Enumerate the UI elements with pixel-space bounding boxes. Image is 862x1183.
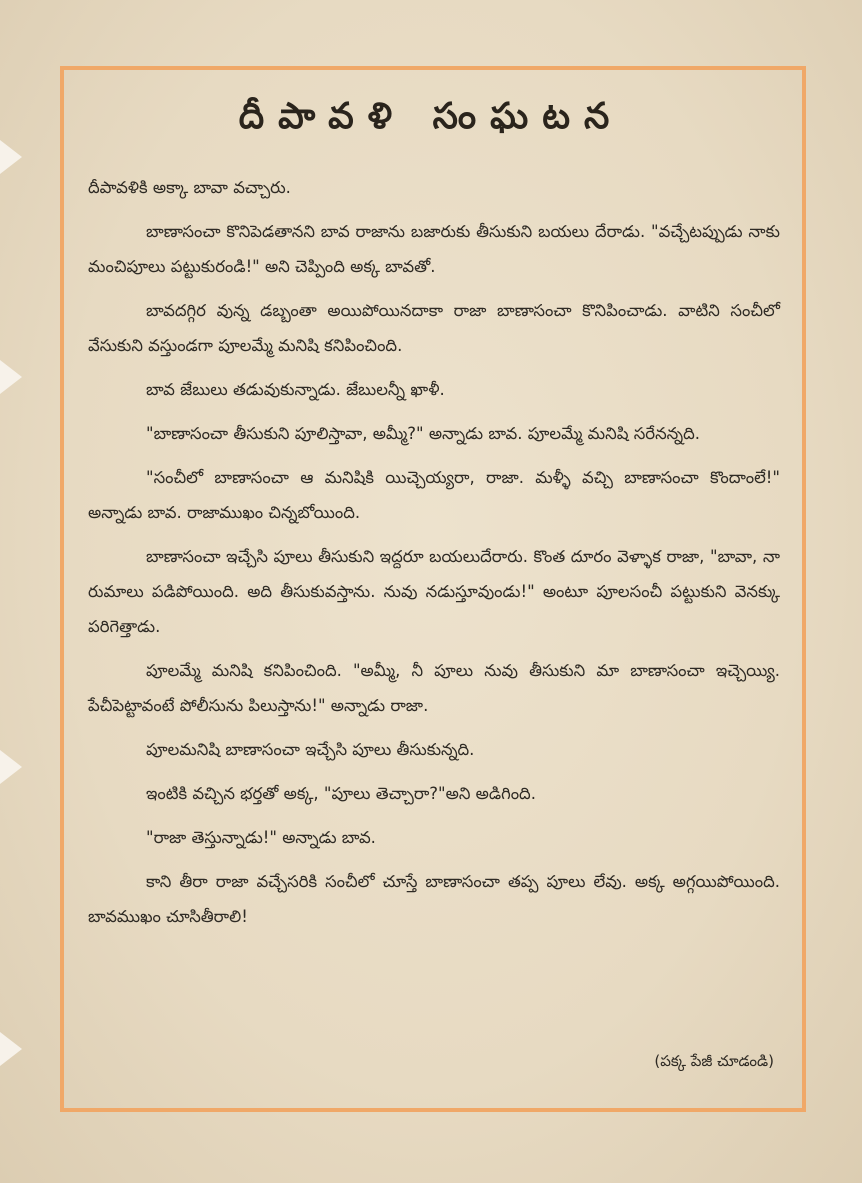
story-paragraph: బావ జేబులు తడువుకున్నాడు. జేబులన్నీ ఖాళీ. (146, 380, 445, 399)
story-paragraph: బాణాసంచా ఇచ్చేసి పూలు తీసుకుని ఇద్దరూ బయలుదేరారు. కొంత దూరం వెళ్ళాక రాజా, "బావా, నా రుమాలు పడిపోయింది. అది తీసుకువస్తాను. నువు నడుస్తూవుండు!" అంటూ పూలసంచీ పట్టుకుని వెనక్కు పరిగెత్తాడు. (88, 547, 780, 636)
continued-note: (పక్క పేజీ చూడండి) (654, 1052, 774, 1070)
story-paragraph: "సంచీలో బాణాసంచా ఆ మనిషికి యిచ్చెయ్యరా, రాజా. మళ్ళీ వచ్చి బాణాసంచా కొందాంలే!" అన్నాడు బావ. రాజాముఖం చిన్నబోయింది. (88, 468, 780, 522)
story-paragraph: బాణాసంచా కొనిపెడతానని బావ రాజాను బజారుకు తీసుకుని బయలు దేరాడు. "వచ్చేటప్పుడు నాకు మంచిపూలు పట్టుకురండి!" అని చెప్పింది అక్క బావతో. (88, 222, 780, 276)
story-paragraph: కాని తీరా రాజా వచ్చేసరికి సంచీలో చూస్తే బాణాసంచా తప్ప పూలు లేవు. అక్క అగ్గయిపోయింది. బావముఖం చూసితీరాలి! (88, 872, 780, 926)
story-paragraph: బావదగ్గిర వున్న డబ్బంతా అయిపోయినదాకా రాజా బాణాసంచా కొనిపించాడు. వాటిని సంచీలో వేసుకుని వస్తుండగా పూలమ్మే మనిషి కనిపించింది. (88, 301, 780, 355)
story-title: దీపావళి సంఘటన (238, 96, 624, 137)
story-body (88, 170, 780, 943)
story-paragraph: "బాణాసంచా తీసుకుని పూలిస్తావా, అమ్మీ?" అన్నాడు బావ. పూలమ్మే మనిషి సరేనన్నది. (146, 424, 701, 443)
story-paragraph: పూలమనిషి బాణాసంచా ఇచ్చేసి పూలు తీసుకున్నది. (146, 740, 475, 759)
story-paragraph: దీపావళికి అక్కా బావా వచ్చారు. (88, 178, 291, 197)
story-paragraph: పూలమ్మే మనిషి కనిపించింది. "అమ్మీ, నీ పూలు నువు తీసుకుని మా బాణాసంచా ఇచ్చెయ్యి. పేచీపెట్టావంటే పోలీసును పిలుస్తాను!" అన్నాడు రాజా. (88, 661, 780, 715)
story-paragraph: ఇంటికి వచ్చిన భర్తతో అక్క, "పూలు తెచ్చారా?"అని అడిగింది. (146, 784, 536, 803)
story-paragraph: "రాజా తెస్తున్నాడు!" అన్నాడు బావ. (146, 828, 376, 847)
